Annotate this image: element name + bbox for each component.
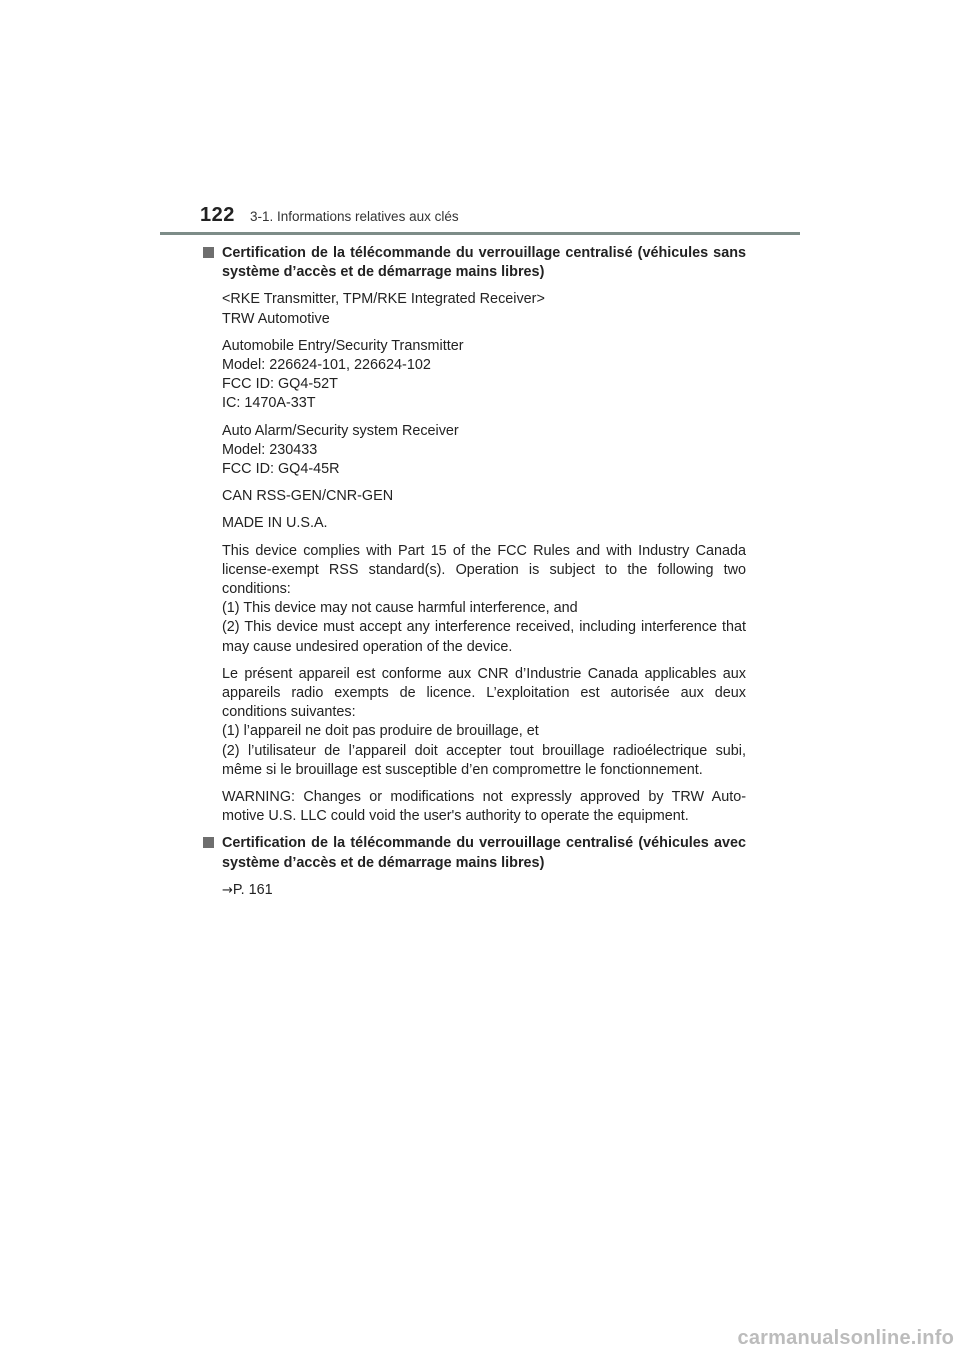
section-heading-2-text: Certification de la télécommande du verrouillage centralisé (véhicules avec système d’accès et de démarrage mains libres) xyxy=(222,835,746,871)
section-heading-1-text: Certification de la télécommande du verrouillage centralisé (véhicules sans système d’accès et de démarrage mains libres) xyxy=(222,245,746,281)
text-line: Model: 226624-101, 226624-102 xyxy=(222,357,431,374)
cnr-condition-1: (1) l’appareil ne doit pas produire de brouillage, et xyxy=(222,723,539,740)
page-reference-text: P. 161 xyxy=(232,881,273,898)
paragraph-entry-transmitter xyxy=(200,337,746,414)
paragraph-fcc-compliance xyxy=(200,542,746,657)
text-line: Automobile Entry/Security Transmitter xyxy=(222,337,464,354)
watermark-logo: carmanualsonline.info xyxy=(737,1327,954,1349)
page-reference[interactable] xyxy=(200,881,746,900)
text-line: FCC ID: GQ4-45R xyxy=(222,461,340,478)
paragraph-transmitter xyxy=(200,290,746,328)
paragraph-cnr-compliance xyxy=(200,665,746,780)
paragraph-warning: WARNING: Changes or modifications not expressly approved by TRW Auto-motive U.S. LLC could void the user's authority to operate the equipment. xyxy=(222,789,746,825)
fcc-condition-1: (1) This device may not cause harmful interference, and xyxy=(222,600,578,617)
text-line: TRW Automotive xyxy=(222,310,330,327)
fcc-condition-2: (2) This device must accept any interference received, including interference that may cause undesired operation of the device. xyxy=(222,619,746,655)
text-line: IC: 1470A-33T xyxy=(222,395,316,412)
arrow-right-icon: → xyxy=(222,882,233,898)
section-heading-1 xyxy=(200,244,746,282)
section-title: 3-1. Informations relatives aux clés xyxy=(250,209,459,224)
text-line: FCC ID: GQ4-52T xyxy=(222,376,338,393)
section-heading-2 xyxy=(200,834,746,872)
text-line: <RKE Transmitter, TPM/RKE Integrated Receiver> xyxy=(222,291,545,308)
cnr-condition-2: (2) l’utilisateur de l’appareil doit accepter tout brouillage radioélectrique subi, même si le brouillage est susceptible d’en compromettre le fonctionnement. xyxy=(222,742,746,778)
page-content xyxy=(200,244,746,908)
paragraph-made-in: MADE IN U.S.A. xyxy=(222,515,328,532)
paragraph-can-standard: CAN RSS-GEN/CNR-GEN xyxy=(222,488,394,505)
page-number: 122 xyxy=(200,204,235,226)
text-line: Model: 230433 xyxy=(222,441,318,458)
fcc-text: This device complies with Part 15 of the FCC Rules and with Industry Canada license-exempt RSS standard(s). Operation is subject to the following two conditions: xyxy=(222,542,746,598)
square-bullet-icon xyxy=(203,247,214,258)
paragraph-receiver xyxy=(200,422,746,480)
cnr-text: Le présent appareil est conforme aux CNR d’Industrie Canada applicables aux appareils radio exempts de licence. L’exploitation est autorisée aux deux conditions suivantes: xyxy=(222,665,746,721)
header-rule xyxy=(160,232,800,235)
square-bullet-icon xyxy=(203,837,214,848)
text-line: Auto Alarm/Security system Receiver xyxy=(222,422,459,439)
